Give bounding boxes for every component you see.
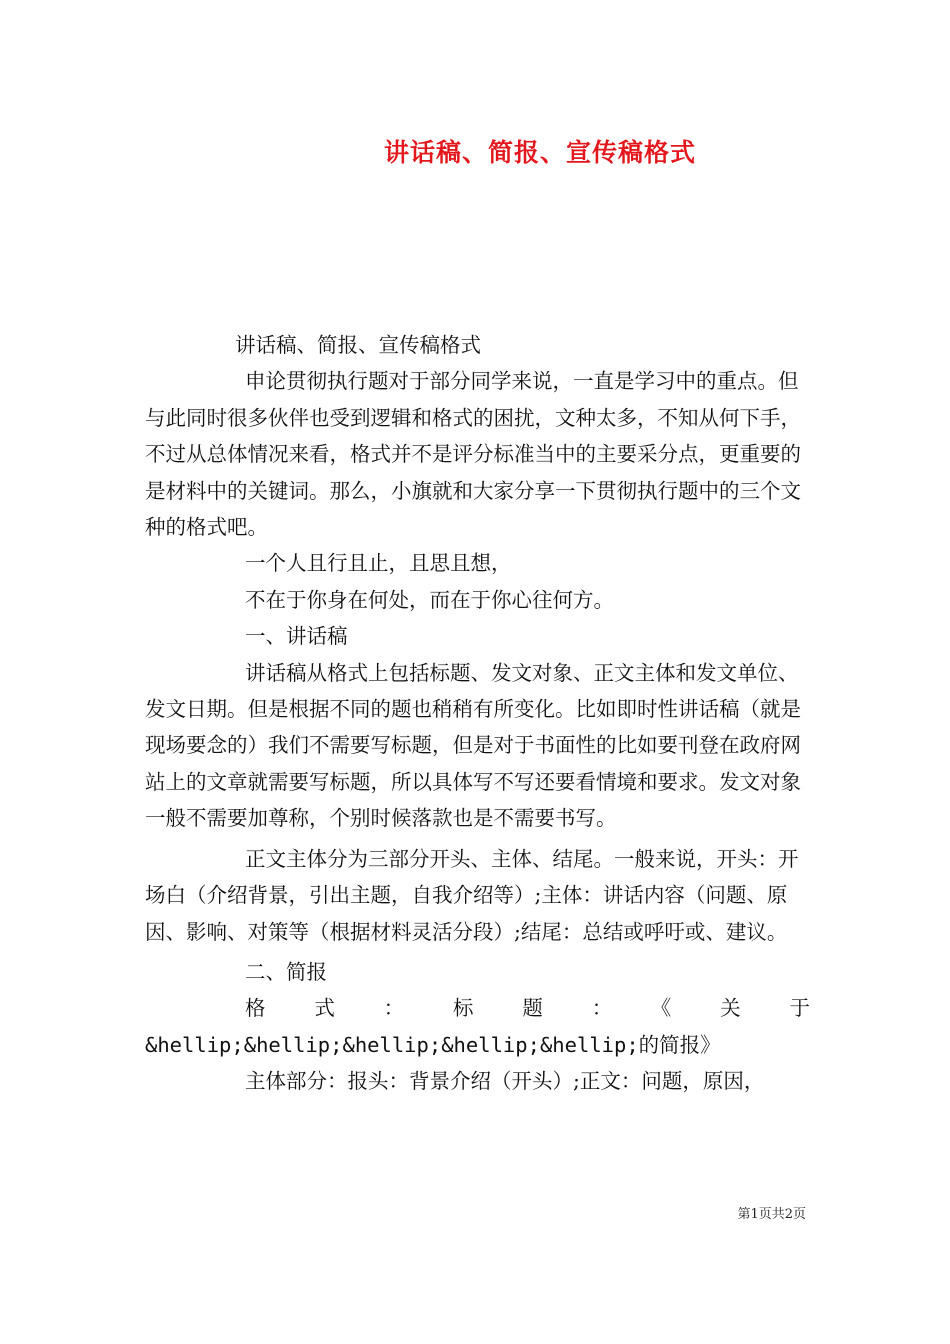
quote-line-1: 一个人且行且止，且思且想， xyxy=(245,551,512,576)
document-subtitle: 讲话稿、简报、宣传稿格式 xyxy=(235,333,481,357)
page-footer: 第1页共2页 xyxy=(737,1207,806,1222)
section-1-paragraph-1: 讲话稿从格式上包括标题、发文对象、正文主体和发文单位、发文日期。但是根据不同的题也稍稍有所变化。比如即时性讲话稿（就是现场要念的）我们不需要写标题，但是对于书面性的比如要刊登在政府网站上的文章就需要写标题，所以具体写不写还要看情境和要求。发文对象一般不需要加尊称，个别时候落款也是不需要书写。 xyxy=(145,660,801,831)
section-2-body: 主体部分：报头：背景介绍（开头）;正文：问题，原因， xyxy=(245,1069,765,1094)
document-title: 讲话稿、简报、宣传稿格式 xyxy=(383,138,696,167)
intro-paragraph: 申论贯彻执行题对于部分同学来说，一直是学习中的重点。但与此同时很多伙伴也受到逻辑和格式的困扰，文种太多，不知从何下手，不过从总体情况来看，格式并不是评分标准当中的主要采分点，更重要的是材料中的关键词。那么，小旗就和大家分享一下贯彻执行题中的三个文种的格式吧。 xyxy=(145,369,801,540)
section-1-paragraph-2: 正文主体分为三部分开头、主体、结尾。一般来说，开头：开场白（介绍背景，引出主题，自我介绍等）;主体：讲话内容（问题、原因、影响、对策等（根据材料灵活分段）;结尾：总结或呼吁或、建议。 xyxy=(145,846,799,944)
section-2-format-continuation: &hellip;&hellip;&hellip;&hellip;&hellip;的简报》 xyxy=(145,1032,721,1057)
section-2-format-line: 格式：标题：《关于 xyxy=(245,996,810,1021)
section-1-heading: 一、讲话稿 xyxy=(245,624,348,649)
section-2-heading: 二、简报 xyxy=(245,959,327,984)
document-body xyxy=(145,327,810,1100)
quote-line-2: 不在于你身在何处，而在于你心往何方。 xyxy=(245,587,614,612)
